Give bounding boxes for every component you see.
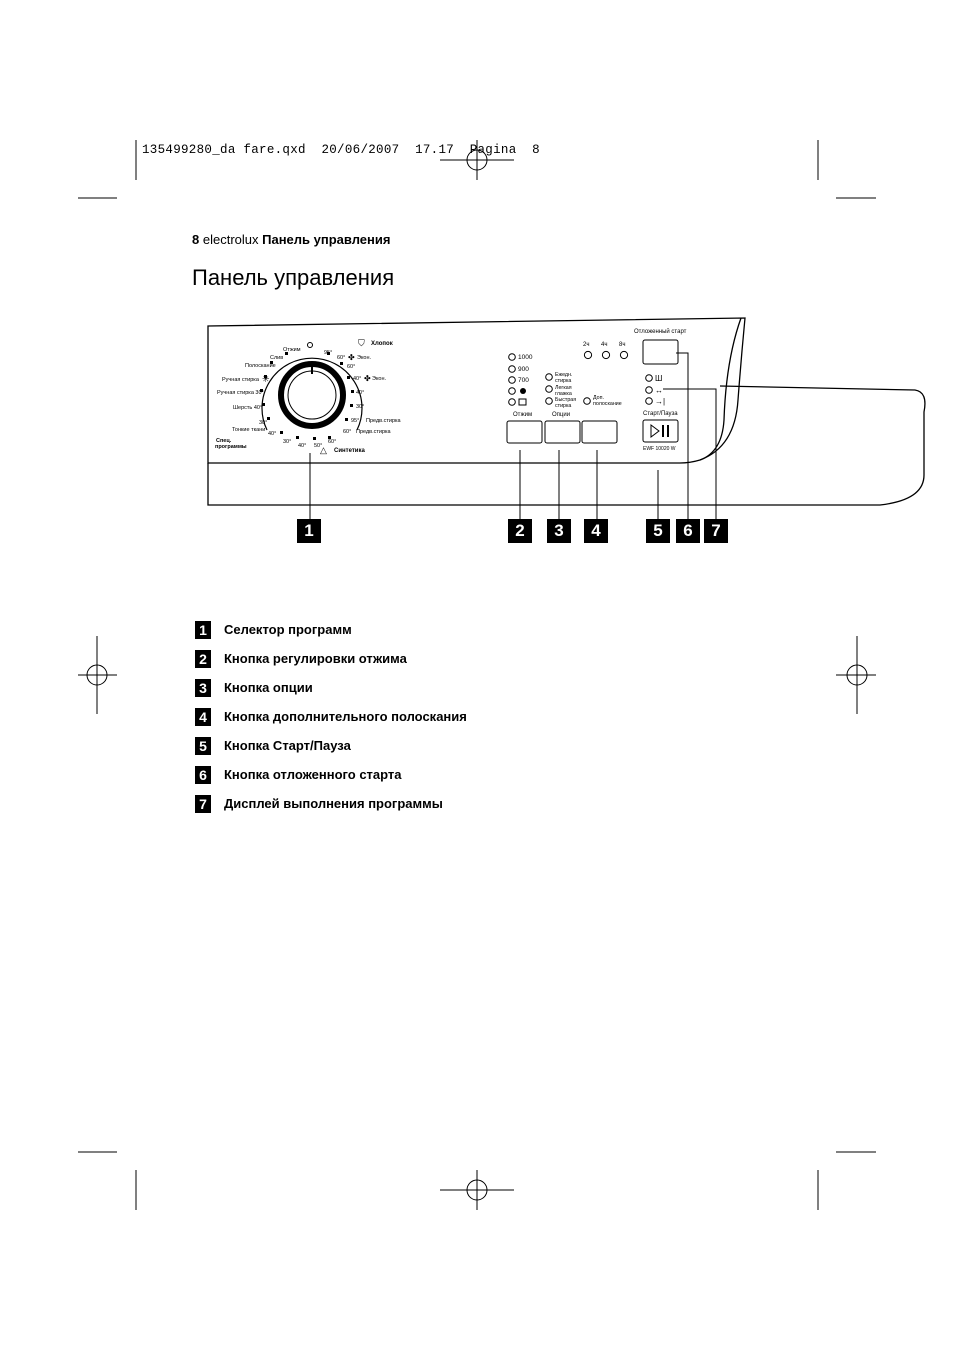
extra-rinse-1: Доп. [593,395,604,401]
dial-label-40c: 40° [353,376,362,382]
legend-number: 5 [195,737,211,755]
dial-label-60a: 60° [328,439,337,445]
options-button-label: Опции [552,412,571,418]
extra-rinse-2: полоскание [593,401,622,407]
spin-button-label: Отжим [513,412,533,418]
legend-number: 1 [195,621,211,639]
file-slug: 135499280_da fare.qxd 20/06/2007 17.17 Pagina 8 [142,143,540,157]
callout-5: 5 [646,519,670,543]
dial-label-spin: Отжим [283,347,301,353]
spin-700: 700 [518,377,529,384]
page-number: 8 [192,232,200,247]
option-easyiron-2: глажка [555,391,572,397]
dial-label-60-prewash: 60° [343,429,352,435]
eco-fan-icon-1: ✤ [348,353,355,362]
legend-label: Кнопка регулировки отжима [224,651,407,666]
option-quick-1: Быстрая [555,397,577,403]
dial-label-30b: 30° [283,439,292,445]
legend-number: 4 [195,708,211,726]
options-indicators [546,372,622,409]
dial-label-special-1: Спец. [216,438,232,444]
legend-item [195,615,467,644]
legend-item [195,731,467,760]
eco-fan-icon-2: ✤ [364,374,371,383]
delay-start-button [643,340,678,364]
callout-2: 2 [508,519,532,543]
dial-label-50: 50° [314,443,323,449]
legend-number: 6 [195,766,211,784]
legend-label: Селектор программ [224,622,352,637]
control-legend [195,615,467,818]
progress-display [646,375,653,405]
dial-label-40d: 40° [356,390,365,396]
dial-label-drain: Слив [270,355,284,361]
spin-1000: 1000 [518,354,533,361]
delay-8h: 8ч [619,342,626,348]
cotton-icon: ⛉ [358,338,365,348]
dial-label-30a: 30° [259,420,268,426]
delay-indicators [583,342,628,359]
callout-4: 4 [584,519,608,543]
legend-item [195,673,467,702]
dial-label-wool: Шерсть 40° [233,405,263,411]
dial-label-delicates: Тонкие ткани [232,427,266,433]
snowflake-icon: ✳ [262,374,270,384]
spin-speed-indicators [509,354,533,406]
dial-label-handwash: Ручная стирка [222,377,259,383]
dial-label-cotton: Хлопок [371,341,393,347]
delay-2h: 2ч [583,342,590,348]
dial-label-60b: 60° [337,355,346,361]
dial-label-40a: 40° [268,431,277,437]
legend-number: 3 [195,679,211,697]
legend-number: 2 [195,650,211,668]
end-phase-icon: →| [655,397,666,406]
dial-label-95-prewash: 95° [351,418,360,424]
legend-label: Кнопка Старт/Пауза [224,738,351,753]
page-title: Панель управления [192,265,395,290]
option-easyiron-1: Легкая [555,385,572,391]
callout-6: 6 [676,519,700,543]
delay-start-label: Отложенный старт [634,329,687,335]
start-pause-button [643,420,678,442]
callout-7: 7 [704,519,728,543]
legend-item [195,644,467,673]
extra-rinse-button [582,421,617,443]
option-quick-2: стирка [555,403,572,409]
rinse-hold-icon [519,399,526,405]
dial-label-handwash-30: Ручная стирка 30° [217,390,264,396]
spin-button [507,421,542,443]
dial-label-prewash1: Предв.стирка [366,418,401,424]
dial-label-rinse: Полоскание [245,363,276,369]
option-daily-1: Ежедн. [555,372,573,378]
legend-label: Кнопка отложенного старта [224,767,402,782]
dial-label-30c: 30° [356,404,365,410]
legend-number: 7 [195,795,211,813]
start-pause-label: Старт/Пауза [643,411,678,417]
dial-label-synthetics: Синтетика [334,448,365,454]
brand-name: electrolux [202,232,259,247]
dial-label-special-2: программы [215,444,247,450]
dial-label-prewash2: Предв.стирка [356,429,391,435]
dial-label-eco2: Экон. [372,376,387,382]
dial-label-40b: 40° [298,443,307,449]
option-daily-2: стирка [555,378,572,384]
no-spin-icon [520,388,526,394]
delay-4h: 4ч [601,342,608,348]
legend-item [195,760,467,789]
legend-item [195,789,467,818]
legend-label: Дисплей выполнения программы [224,796,443,811]
legend-label: Кнопка опции [224,680,313,695]
spin-phase-icon: ↔ [655,386,663,395]
spin-900: 900 [518,366,529,373]
callout-1: 1 [297,519,321,543]
dial-label-95: 95° [324,350,333,356]
dial-label-60c: 60° [347,364,356,370]
dial-label-eco1: Экон. [357,355,372,361]
callout-3: 3 [547,519,571,543]
legend-item [195,702,467,731]
wash-phase-icon: Ш [655,374,663,383]
pause-icon [662,425,664,437]
legend-label: Кнопка дополнительного полоскания [224,709,467,724]
section-name: Панель управления [262,232,391,247]
synthetics-icon: △ [320,445,327,455]
model-number: EWF 10020 W [643,446,676,452]
options-button [545,421,580,443]
